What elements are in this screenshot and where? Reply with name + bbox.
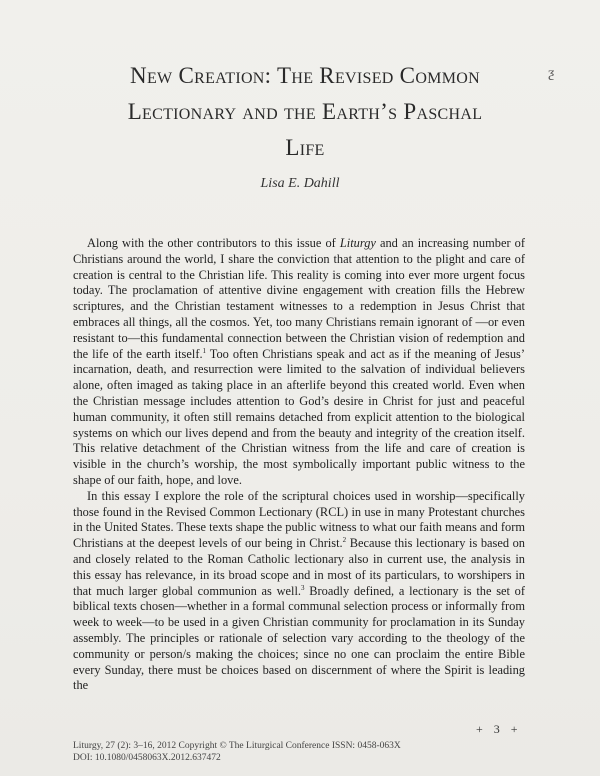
article-body [73, 236, 525, 694]
p1-text-b: and an increasing number of Christians around the world, I share the conviction that attention to the plight and care of creation is central to the Christian life. This reality is coming into ever more urgent focus today. The proclamation of attentive divine engagement with creation fills the Hebrew scriptures, and the Christian testament witnesses to a redemption in Jesus Christ that embraces all things, all the cosmos. Yet, too many Christians remain ignorant of —or even resistant to—this fundamental connection between the Christian vision of redemption and the life of the earth itself. [73, 236, 525, 361]
p2-text-c: Broadly defined, a lectionary is the set of biblical texts chosen—whether in a formal communal selection process or informally from week to week—to be used in a given Christian community for proclamation in its Sunday assembly. The principles or rationale of selection vary according to the theology of the community or person/s making the choices; since no one can proclaim the entire Bible every Sunday, there must be choices based on discernment of where the Spirit is leading the [73, 583, 525, 693]
doi-line: DOI: 10.1080/0458063X.2012.637472 [73, 753, 221, 763]
footnote-ref-3[interactable]: 3 [301, 583, 305, 592]
p2-text-a: In this essay I explore the role of the scriptural choices used in worship—specifically those found in the Revised Common Lectionary (RCL) in use in many Protestant churches in the United States. These texts shape the public witness to what our faith means and form Christians at the deepest levels of our being in Christ. [73, 488, 525, 551]
paragraph-2 [73, 489, 525, 694]
citation-line: Liturgy, 27 (2): 3–16, 2012 Copyright © The Liturgical Conference ISSN: 0458-063X [73, 741, 401, 751]
citation-footer [73, 740, 401, 764]
author-name: Lisa E. Dahill [260, 176, 340, 191]
margin-mark: ƺ [548, 66, 555, 81]
footnote-ref-2[interactable]: 2 [342, 536, 347, 545]
p1-text-c: Too often Christians speak and act as if the meaning of Jesus’ incarnation, death, and resurrection were limited to the salvation of individual believers alone, often imaged as taking place in an afterlife beyond this created world. Even when the Christian message includes attention to God’s desire in Christ for just and peaceful human community, it often still remains detached from explicit attention to the biological systems on which our lives depend and from the beauty and integrity of the creation itself. This relative detachment of the Christian witness from the life and care of creation is visible in the church’s worship, the most symbolically important public witness to the shape of our faith, hope, and love. [73, 346, 525, 487]
title-line-2: Lectionary and the Earth’s Paschal [127, 99, 483, 124]
page-number: + 3 + [476, 722, 522, 736]
title-line-1: New Creation: The Revised Common [130, 63, 480, 88]
p1-text-a: Along with the other contributors to this issue of [87, 236, 340, 250]
journal-name: Liturgy [339, 236, 376, 250]
footnote-ref-1[interactable]: 1 [202, 346, 207, 355]
p2-text-b: Because this lectionary is based on and closely related to the Roman Catholic lectionary also in current use, the analysis in this essay has relevance, in its broad scope and in most of its particulars, to worshipers in that much larger global communion as well. [73, 536, 525, 598]
article-title [70, 58, 540, 166]
title-line-3: Life [285, 135, 325, 160]
paragraph-1 [73, 236, 525, 489]
